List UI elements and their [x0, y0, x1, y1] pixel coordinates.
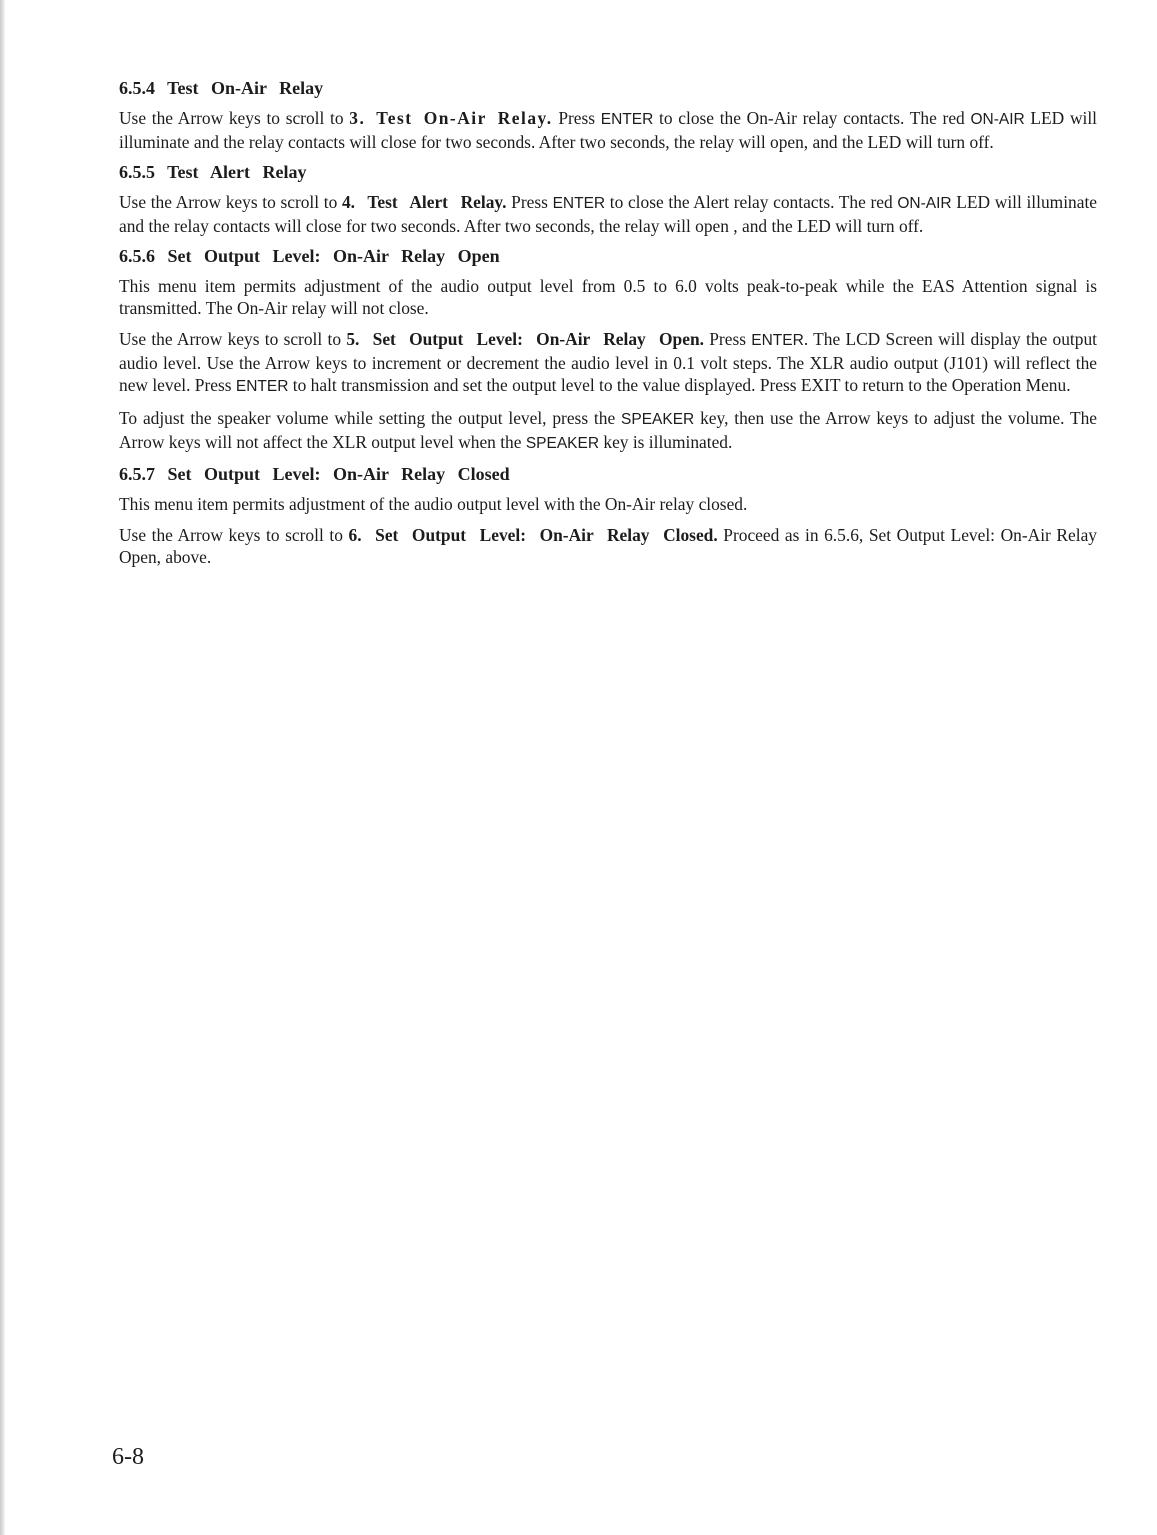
key-label: SPEAKER	[621, 411, 695, 428]
paragraph: This menu item permits adjustment of the audio output level with the On-Air relay closed.	[119, 494, 748, 514]
menu-item-reference: 5. Set Output Level: On-Air Relay Open.	[346, 329, 704, 349]
text-run: To adjust the speaker volume while setting the output level, press the	[119, 408, 622, 428]
paragraph	[119, 328, 1097, 398]
paragraph	[119, 524, 1097, 568]
section-6-5-5	[119, 162, 1097, 237]
key-label: ENTER	[751, 332, 804, 349]
text-run: key is illuminated.	[599, 432, 733, 452]
key-label: ENTER	[552, 195, 606, 212]
text-run: Press	[703, 329, 752, 349]
text-run: LED will illuminate and the relay contacts will close for two seconds. After two seconds, the relay will open, and the LED will turn off.	[119, 108, 1098, 152]
text-run: Use the Arrow keys to scroll to	[119, 192, 342, 212]
text-run: to close the On-Air relay contacts. The red	[653, 108, 971, 128]
key-label: ENTER	[235, 378, 289, 395]
text-run: to halt transmission and set the output level to the value displayed. Press EXIT to return to the Operation Menu.	[288, 375, 1071, 395]
paragraph	[119, 191, 1097, 237]
menu-item-reference: 4. Test Alert Relay.	[341, 192, 507, 212]
text-run: Proceed as in 6.5.6, Set Output Level: On-Air Relay Open, above.	[119, 525, 1097, 567]
text-run: LED will illuminate and the relay contacts will close for two seconds. After two seconds, the relay will open , and the LED will turn off.	[119, 192, 1097, 236]
text-run: Use the Arrow keys to scroll to	[119, 329, 347, 349]
text-run: Press	[552, 108, 601, 128]
text-run: Press	[506, 192, 553, 212]
paragraph	[119, 107, 1097, 153]
section-6-5-7	[119, 464, 1097, 568]
text-run: . The LCD Screen will display the output audio level. Use the Arrow keys to increment or decrement the audio level in 0.1 volt steps. The XLR audio output (J101) will reflect the new level. Press	[119, 329, 1097, 395]
key-label: ON-AIR	[970, 111, 1025, 128]
section-heading: 6.5.6 Set Output Level: On-Air Relay Open	[119, 246, 500, 266]
section-6-5-6	[119, 246, 1097, 455]
menu-item-reference: 6. Set Output Level: On-Air Relay Closed.	[348, 525, 718, 545]
paragraph	[119, 407, 1097, 455]
section-heading: 6.5.7 Set Output Level: On-Air Relay Closed	[119, 464, 510, 484]
key-label: ENTER	[600, 111, 654, 128]
text-run: to close the Alert relay contacts. The red	[605, 192, 898, 212]
key-label: SPEAKER	[525, 435, 600, 452]
section-heading: 6.5.5 Test Alert Relay	[119, 162, 307, 182]
section-6-5-4	[119, 78, 1097, 153]
section-heading: 6.5.4 Test On-Air Relay	[119, 78, 324, 98]
text-run: key, then use the Arrow keys to adjust the volume. The Arrow keys will not affect the XLR output level when the	[119, 408, 1097, 452]
menu-item-reference: 3. Test On-Air Relay.	[349, 108, 553, 128]
paragraph: This menu item permits adjustment of the audio output level from 0.5 to 6.0 volts peak-to-peak while the EAS Attention signal is transmitted. The On-Air relay will not close.	[119, 276, 1097, 318]
text-run: Use the Arrow keys to scroll to	[119, 525, 349, 545]
document-body	[119, 78, 1097, 577]
page-number: 6-8	[112, 1444, 144, 1470]
key-label: ON-AIR	[897, 195, 952, 212]
scan-edge	[0, 0, 5, 1535]
text-run: Use the Arrow keys to scroll to	[119, 108, 350, 128]
